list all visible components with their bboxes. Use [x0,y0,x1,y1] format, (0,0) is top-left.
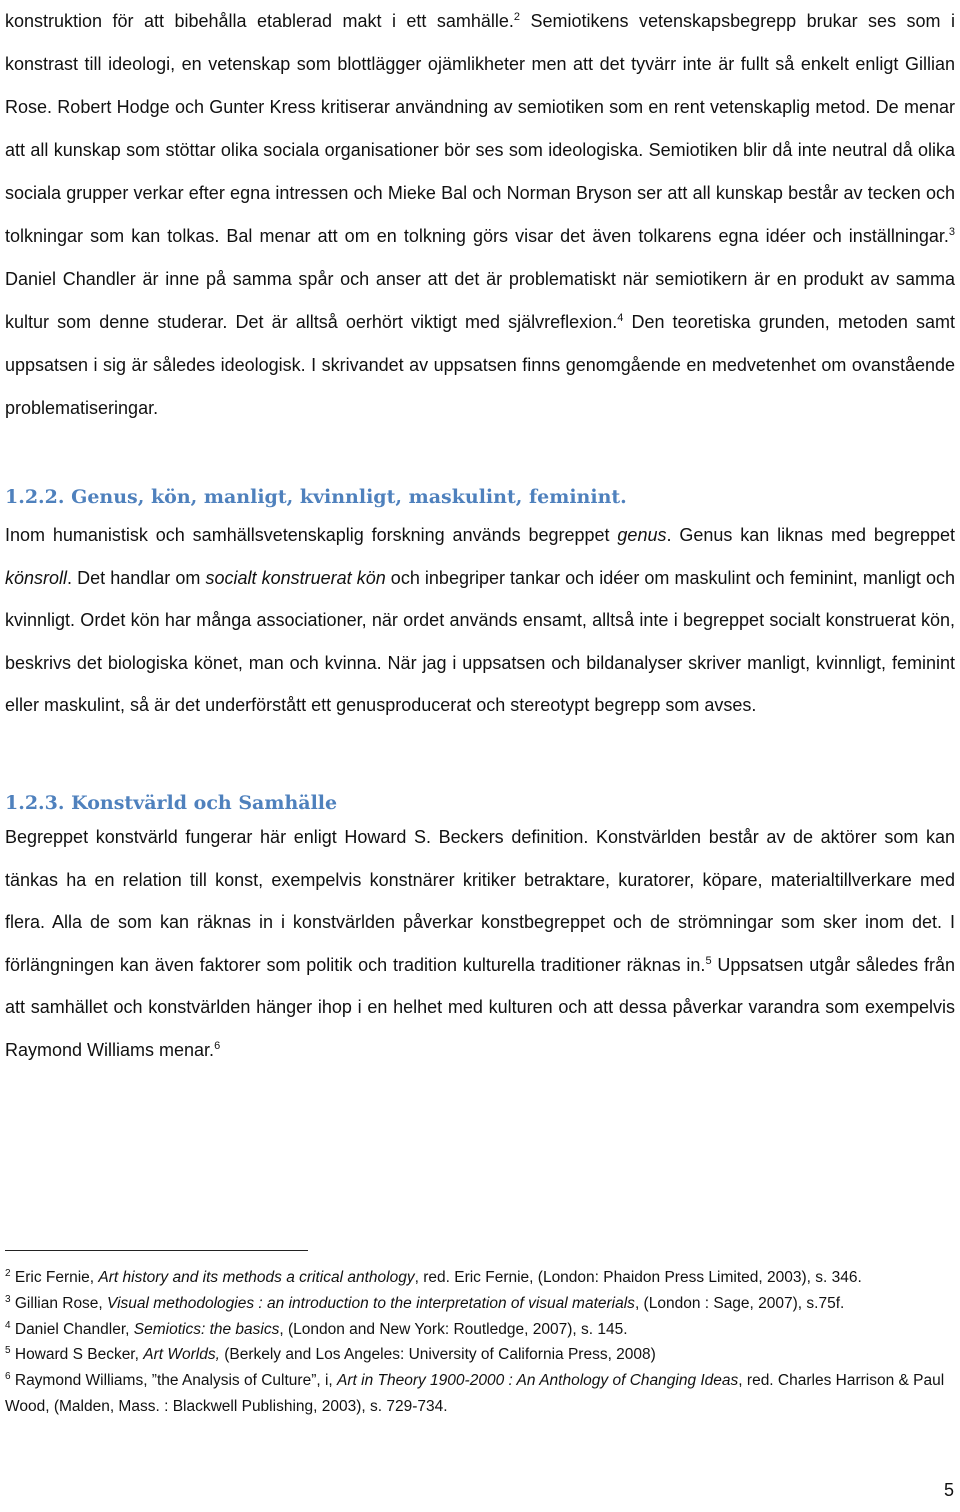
footnote-title: Art in Theory 1900-2000 : An Anthology of Changing Ideas [337,1372,739,1390]
text-run: Begreppet konstvärld fungerar här enligt Howard S. Beckers definition. Konstvärlden består av de aktörer som kan tänkas ha en relation till konst, exempelvis konstnärer kritiker betraktare, kuratorer, köpare, materialtillverkare med flera. Alla de som kan räknas in i konstvärlden påverkar konstbegreppet och de strömningar som sker inom det. I förlängningen kan även faktorer som politik och tradition kulturella traditioner räknas in. [5,827,955,975]
footnote-title: Visual methodologies : an introduction to the interpretation of visual materials [107,1294,635,1312]
emphasis-term: genus [617,525,667,545]
footnote-3 [5,1291,955,1317]
footnote-text: Daniel Chandler, [10,1320,134,1338]
emphasis-term: socialt konstruerat kön [205,567,386,588]
text-run: Inom humanistisk och samhällsvetenskaplig forskning används begreppet [5,525,618,545]
footnote-text: Gillian Rose, [10,1294,108,1312]
footnote-text: , (London : Sage, 2007), s.75f. [634,1294,845,1312]
page-number: 5 [943,1480,954,1500]
text-run: . Genus kan liknas med begreppet [666,525,955,545]
footnote-number: 4 [5,1319,11,1331]
body-paragraph-genus [5,514,955,727]
footnote-ref-2[interactable]: 2 [513,11,521,23]
footnote-text: (Berkely and Los Angeles: University of California Press, 2008) [219,1346,656,1364]
footnote-number: 3 [5,1293,11,1305]
footnote-ref-5[interactable]: 5 [705,954,712,967]
footnote-text: Eric Fernie, [10,1269,99,1286]
footnote-text: Raymond Williams, ”the Analysis of Culture”, i, [10,1372,338,1390]
footnote-text: , red. Charles Harrison & Paul Wood, (Malden, Mass. : Blackwell Publishing, 2003), s. 729-734. [5,1372,945,1415]
footnote-text: , red. Eric Fernie, (London: Phaidon Press Limited, 2003), s. 346. [414,1269,862,1286]
footnote-separator [5,1250,308,1251]
footnote-5 [5,1342,955,1368]
emphasis-term: könsroll [5,567,68,588]
body-paragraph-semiotics [5,0,955,430]
footnote-number: 2 [5,1267,11,1279]
footnote-ref-3[interactable]: 3 [948,226,955,238]
text-run: Semiotikens vetenskapsbegrepp brukar ses som i konstrast till ideologi, en vetenskap som blottlägger ojämlikheter men att det tyvärr inte är fullt så enkelt enligt Gillian Rose. Robert Hodge och Gunter Kress kritiserar användning av semiotiken som en rent vetenskaplig metod. De menar att all kunskap som stöttar olika sociala organisationer bör ses som ideologiska. Semiotiken blir då inte neutral då olika sociala grupper verkar efter egna intressen och Mieke Bal och Norman Bryson ser att all kunskap består av tecken och tolkningar som kan tolkas. Bal menar att om en tolkning görs visar det även tolkarens egna idéer och inställningar. [5,11,955,246]
footnote-2 [5,1265,955,1291]
footnote-6 [5,1368,955,1420]
text-run: . Det handlar om [67,567,206,588]
footnote-number: 6 [5,1371,11,1383]
body-paragraph-konstvarld [5,816,955,1071]
text-run: Den teoretiska grunden, metoden samt uppsatsen i sig är således ideologisk. I skrivandet av uppsatsen finns genomgående en medvetenhet om ovanstående problematiseringar. [5,312,955,418]
footnotes [5,1265,955,1420]
section-heading-genus: 1.2.2. Genus, kön, manligt, kvinnligt, maskulint, feminint. [5,486,627,508]
footnote-ref-6[interactable]: 6 [214,1039,221,1052]
text-run: konstruktion för att bibehålla etablerad makt i ett samhälle. [5,11,514,31]
text-run: och inbegriper tankar och idéer om maskulint och feminint, manligt och kvinnligt. Ordet kön har många associationer, när ordet används ensamt, alltså inte i begreppet socialt konstruerat kön, beskrivs det biologiska könet, man och kvinna. När jag i uppsatsen och bildanalyser skriver manligt, kvinnligt, feminint eller maskulint, så är det underförstått ett genusproducerat och stereotypt begrepp som avses. [5,567,955,715]
footnote-title: Semiotics: the basics [133,1320,280,1338]
footnote-title: Art Worlds, [143,1346,220,1364]
text-run: Daniel Chandler är inne på samma spår och anser att det är problematiskt när semiotikern är en produkt av samma kultur som denne studerar. Det är alltså oerhört viktigt med självreflexion. [5,269,955,332]
footnote-title: Art history and its methods a critical anthology [98,1269,415,1286]
footnote-number: 5 [5,1345,11,1357]
footnote-text: , (London and New York: Routledge, 2007), s. 145. [279,1320,628,1338]
section-heading-konstvarld: 1.2.3. Konstvärld och Samhälle [5,792,338,814]
footnote-4 [5,1317,955,1343]
text-run: Uppsatsen utgår således från att samhället och konstvärlden hänger ihop i en helhet med kulturen och att dessa påverkar varandra som exempelvis Raymond Williams menar. [5,954,955,1060]
footnote-text: Howard S Becker, [10,1346,144,1364]
footnote-ref-4[interactable]: 4 [617,312,624,324]
